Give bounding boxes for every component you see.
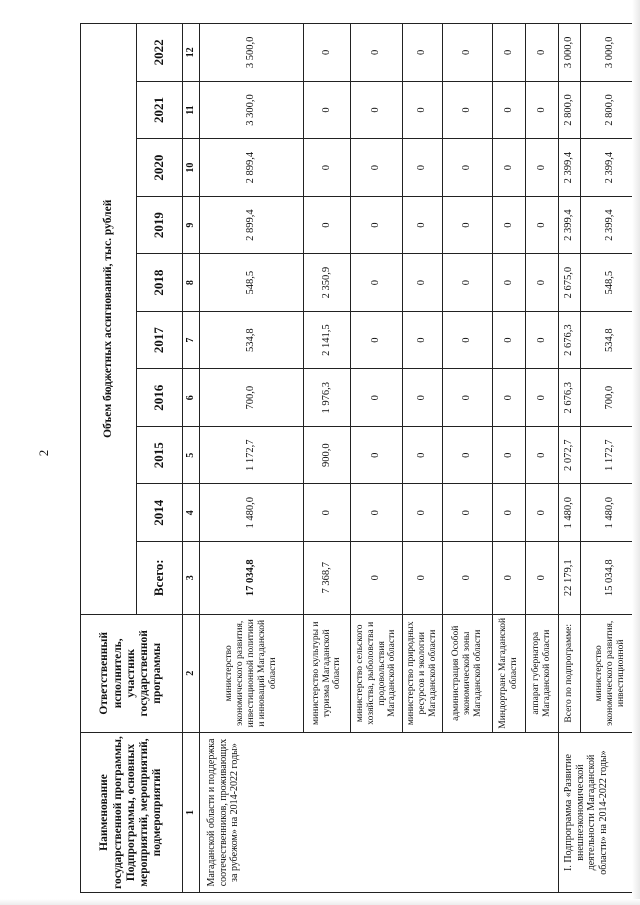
- value-cell: 0: [526, 484, 559, 542]
- value-cell: 0: [304, 139, 351, 197]
- value-cell: 0: [443, 311, 493, 369]
- value-cell: 534,8: [200, 311, 304, 369]
- header-year: 2022: [137, 24, 183, 82]
- value-cell: 0: [443, 139, 493, 197]
- value-cell: 0: [493, 426, 526, 484]
- value-cell: 2 675,0: [559, 254, 581, 312]
- value-cell: 2 899,4: [200, 139, 304, 197]
- value-cell: 2 899,4: [200, 196, 304, 254]
- value-cell: 0: [403, 139, 443, 197]
- rotated-table-wrapper: [80, 23, 626, 893]
- value-cell: 0: [304, 484, 351, 542]
- value-cell: 2 072,7: [559, 426, 581, 484]
- value-cell: 0: [351, 254, 403, 312]
- value-cell: 0: [526, 139, 559, 197]
- executor-cell: Миндортранс Магаданской области: [493, 614, 526, 733]
- value-cell: 2 800,0: [581, 81, 640, 139]
- value-cell: 2 399,4: [581, 196, 640, 254]
- value-cell: 1 480,0: [559, 484, 581, 542]
- value-cell: 0: [403, 542, 443, 615]
- column-number: 8: [183, 254, 200, 312]
- value-cell: 2 676,3: [559, 369, 581, 427]
- value-cell: 0: [443, 426, 493, 484]
- executor-cell: министерство экономического развития, инвестиционной: [581, 614, 640, 733]
- value-cell: 0: [443, 24, 493, 82]
- value-cell: 1 976,3: [304, 369, 351, 427]
- value-cell: 0: [493, 254, 526, 312]
- header-year: 2017: [137, 311, 183, 369]
- value-cell: 0: [351, 196, 403, 254]
- column-number: 10: [183, 139, 200, 197]
- header-year: 2016: [137, 369, 183, 427]
- header-name: Наименование государственной программы, Подпрограммы, основных мероприятий, мероприятий, подмероприятий: [81, 733, 183, 893]
- value-cell: 2 141,5: [304, 311, 351, 369]
- program-name: Магаданской области и поддержка соотечественников, проживающих за рубежом» на 2014-2022 годы»: [200, 733, 559, 893]
- column-number: 3: [183, 542, 200, 615]
- value-cell: 534,8: [581, 311, 640, 369]
- executor-cell: министерство культуры и туризма Магаданской области: [304, 614, 351, 733]
- header-year: 2019: [137, 196, 183, 254]
- column-number: 6: [183, 369, 200, 427]
- value-cell: 0: [493, 139, 526, 197]
- value-cell: 0: [403, 254, 443, 312]
- value-cell: 2 399,4: [581, 139, 640, 197]
- value-cell: 1 172,7: [581, 426, 640, 484]
- value-cell: 1 172,7: [200, 426, 304, 484]
- budget-table: [80, 23, 640, 893]
- value-cell: 900,0: [304, 426, 351, 484]
- column-number: 5: [183, 426, 200, 484]
- value-cell: 0: [526, 24, 559, 82]
- value-cell: 0: [493, 311, 526, 369]
- header-year: 2018: [137, 254, 183, 312]
- value-cell: 2 399,4: [559, 139, 581, 197]
- value-cell: 2 800,0: [559, 81, 581, 139]
- value-cell: 0: [351, 542, 403, 615]
- value-cell: 0: [526, 81, 559, 139]
- header-executor: Ответственный исполнитель, участник государственной программы: [81, 614, 183, 733]
- value-cell: 0: [493, 484, 526, 542]
- column-number: 1: [183, 733, 200, 893]
- value-cell: 0: [403, 426, 443, 484]
- value-cell: 2 676,3: [559, 311, 581, 369]
- header-year: 2021: [137, 81, 183, 139]
- column-number: 12: [183, 24, 200, 82]
- value-cell: 0: [304, 81, 351, 139]
- value-cell: 0: [351, 369, 403, 427]
- table-row: [559, 24, 581, 893]
- header-total: Всего:: [137, 542, 183, 615]
- scan-edge-shadow: [632, 0, 640, 905]
- value-cell: 2 399,4: [559, 196, 581, 254]
- value-cell: 0: [304, 24, 351, 82]
- scan-bottom-shadow: [0, 899, 640, 905]
- subprogram-name: I. Подпрограмма «Развитие внешнеэкономической деятельности Магаданской области» на 2014-2022 годы»: [559, 733, 640, 893]
- header-year: 2020: [137, 139, 183, 197]
- executor-cell: министерство экономического развития, инвестиционной политики и инноваций Магаданской области: [200, 614, 304, 733]
- value-cell: 0: [351, 311, 403, 369]
- value-cell: 3 500,0: [200, 24, 304, 82]
- value-cell: 0: [351, 139, 403, 197]
- value-cell: 0: [351, 426, 403, 484]
- value-cell: 700,0: [200, 369, 304, 427]
- value-cell: 548,5: [581, 254, 640, 312]
- value-cell: 0: [493, 81, 526, 139]
- column-number: 4: [183, 484, 200, 542]
- header-year: 2014: [137, 484, 183, 542]
- value-cell: 3 000,0: [581, 24, 640, 82]
- value-cell: 548,5: [200, 254, 304, 312]
- value-cell: 0: [526, 369, 559, 427]
- column-number: 9: [183, 196, 200, 254]
- value-cell: 1 480,0: [581, 484, 640, 542]
- value-cell: 0: [403, 484, 443, 542]
- executor-cell: аппарат губернатора Магаданской области: [526, 614, 559, 733]
- value-cell: 0: [351, 24, 403, 82]
- value-cell: 0: [351, 81, 403, 139]
- value-cell: 0: [526, 426, 559, 484]
- value-cell: 0: [443, 254, 493, 312]
- column-number: 11: [183, 81, 200, 139]
- value-cell: 0: [526, 254, 559, 312]
- value-cell: 0: [493, 369, 526, 427]
- executor-cell: Всего по подпрограмме:: [559, 614, 581, 733]
- value-cell: 0: [351, 484, 403, 542]
- value-cell: 0: [526, 542, 559, 615]
- value-cell: 0: [403, 311, 443, 369]
- value-cell: 17 034,8: [200, 542, 304, 615]
- value-cell: 0: [403, 196, 443, 254]
- executor-cell: министерство сельского хозяйства, рыболовства и продовольствия Магаданской области: [351, 614, 403, 733]
- value-cell: 7 368,7: [304, 542, 351, 615]
- value-cell: 1 480,0: [200, 484, 304, 542]
- value-cell: 0: [443, 542, 493, 615]
- value-cell: 22 179,1: [559, 542, 581, 615]
- value-cell: 0: [493, 196, 526, 254]
- header-year: 2015: [137, 426, 183, 484]
- page-number: 2: [36, 449, 51, 457]
- value-cell: 0: [493, 24, 526, 82]
- value-cell: 0: [403, 81, 443, 139]
- value-cell: 0: [443, 81, 493, 139]
- executor-cell: министерство природных ресурсов и экологии Магаданской области: [403, 614, 443, 733]
- value-cell: 0: [403, 24, 443, 82]
- header-budget: Объем бюджетных ассигнований, тыс. рублей: [81, 24, 137, 615]
- column-number: 2: [183, 614, 200, 733]
- value-cell: 3 000,0: [559, 24, 581, 82]
- value-cell: 0: [443, 484, 493, 542]
- value-cell: 15 034,8: [581, 542, 640, 615]
- column-number: 7: [183, 311, 200, 369]
- value-cell: 2 350,9: [304, 254, 351, 312]
- value-cell: 0: [304, 196, 351, 254]
- value-cell: 0: [403, 369, 443, 427]
- value-cell: 0: [526, 311, 559, 369]
- value-cell: 0: [526, 196, 559, 254]
- value-cell: 0: [493, 542, 526, 615]
- executor-cell: администрация Особой экономической зоны Магаданской области: [443, 614, 493, 733]
- value-cell: 0: [443, 369, 493, 427]
- table-row: [200, 24, 304, 893]
- value-cell: 0: [443, 196, 493, 254]
- value-cell: 3 300,0: [200, 81, 304, 139]
- value-cell: 700,0: [581, 369, 640, 427]
